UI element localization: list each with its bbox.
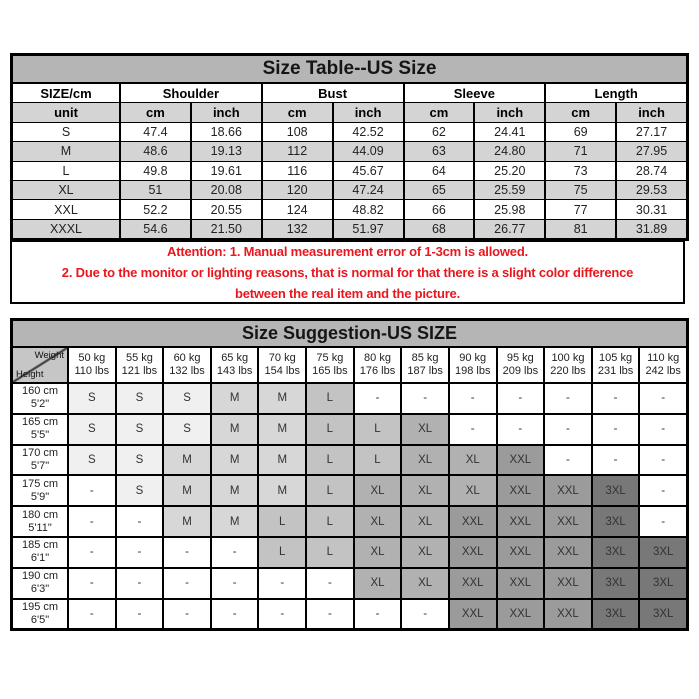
height-label: 175 cm 5'9" <box>13 476 67 505</box>
suggestion-cell: XXL <box>545 476 591 505</box>
measurement-cell: 124 <box>263 200 332 218</box>
measurement-cell: 49.8 <box>121 162 190 180</box>
measurement-cell: 21.50 <box>192 220 261 238</box>
suggestion-cell: XL <box>450 446 496 475</box>
suggestion-cell: XL <box>402 538 448 567</box>
measurement-cell: 42.52 <box>334 123 403 141</box>
measurement-cell: 31.89 <box>617 220 686 238</box>
measurement-cell: 30.31 <box>617 200 686 218</box>
suggestion-cell: - <box>545 415 591 444</box>
size-suggestion-grid <box>13 348 686 628</box>
suggestion-cell: - <box>307 569 353 598</box>
col-group-header: Length <box>546 84 686 102</box>
suggestion-cell: XXL <box>498 569 544 598</box>
suggestion-cell: - <box>450 384 496 413</box>
suggestion-cell: - <box>69 600 115 629</box>
measurement-cell: 132 <box>263 220 332 238</box>
suggestion-cell: XL <box>450 476 496 505</box>
suggestion-cell: - <box>69 569 115 598</box>
unit-cell: inch <box>475 103 544 121</box>
suggestion-cell: - <box>640 446 686 475</box>
measurement-cell: 29.53 <box>617 181 686 199</box>
suggestion-cell: M <box>164 507 210 536</box>
suggestion-cell: - <box>117 538 163 567</box>
weight-header: 90 kg 198 lbs <box>450 348 496 382</box>
height-label: 190 cm 6'3" <box>13 569 67 598</box>
suggestion-cell: - <box>593 384 639 413</box>
suggestion-cell: XL <box>402 507 448 536</box>
suggestion-cell: L <box>307 384 353 413</box>
size-col-header: SIZE/cm <box>13 84 119 102</box>
col-group-header: Shoulder <box>121 84 261 102</box>
weight-header: 95 kg 209 lbs <box>498 348 544 382</box>
suggestion-cell: S <box>69 446 115 475</box>
weight-header: 65 kg 143 lbs <box>212 348 258 382</box>
suggestion-cell: - <box>69 507 115 536</box>
measurement-cell: 52.2 <box>121 200 190 218</box>
suggestion-cell: M <box>212 476 258 505</box>
col-group-header: Sleeve <box>405 84 545 102</box>
suggestion-cell: M <box>212 446 258 475</box>
suggestion-cell: M <box>212 384 258 413</box>
measurement-cell: 20.55 <box>192 200 261 218</box>
size-table-title: Size Table--US Size <box>13 56 686 84</box>
suggestion-cell: - <box>307 600 353 629</box>
measurement-cell: 47.4 <box>121 123 190 141</box>
suggestion-cell: XXL <box>498 600 544 629</box>
measurement-cell: 25.98 <box>475 200 544 218</box>
suggestion-cell: M <box>259 446 305 475</box>
suggestion-cell: - <box>498 415 544 444</box>
measurement-cell: 120 <box>263 181 332 199</box>
suggestion-cell: L <box>307 476 353 505</box>
size-row-label: XXL <box>13 200 119 218</box>
suggestion-cell: - <box>640 384 686 413</box>
suggestion-cell: S <box>69 384 115 413</box>
suggestion-cell: - <box>69 476 115 505</box>
suggestion-cell: 3XL <box>593 569 639 598</box>
suggestion-cell: M <box>212 415 258 444</box>
height-label: 170 cm 5'7" <box>13 446 67 475</box>
suggestion-cell: M <box>259 384 305 413</box>
suggestion-cell: - <box>259 600 305 629</box>
unit-cell: inch <box>334 103 403 121</box>
measurement-cell: 108 <box>263 123 332 141</box>
suggestion-cell: XL <box>355 476 401 505</box>
measurement-cell: 65 <box>405 181 474 199</box>
measurement-cell: 25.59 <box>475 181 544 199</box>
measurement-cell: 48.82 <box>334 200 403 218</box>
attention-line-2: 2. Due to the monitor or lighting reasons, that is normal for that there is a slight color difference <box>61 264 634 280</box>
suggestion-cell: 3XL <box>640 569 686 598</box>
unit-label: unit <box>13 103 119 121</box>
suggestion-cell: 3XL <box>593 538 639 567</box>
suggestion-cell: L <box>355 446 401 475</box>
suggestion-cell: L <box>307 415 353 444</box>
height-label: 160 cm 5'2" <box>13 384 67 413</box>
suggestion-cell: - <box>545 384 591 413</box>
suggestion-cell: - <box>164 569 210 598</box>
weight-header: 75 kg 165 lbs <box>307 348 353 382</box>
suggestion-cell: - <box>402 384 448 413</box>
suggestion-cell: - <box>164 600 210 629</box>
measurement-cell: 19.13 <box>192 142 261 160</box>
suggestion-cell: L <box>307 538 353 567</box>
size-suggestion-title: Size Suggestion-US SIZE <box>13 321 686 348</box>
suggestion-cell: M <box>164 476 210 505</box>
unit-cell: cm <box>405 103 474 121</box>
measurement-cell: 81 <box>546 220 615 238</box>
suggestion-cell: XL <box>402 446 448 475</box>
measurement-cell: 116 <box>263 162 332 180</box>
suggestion-cell: S <box>117 476 163 505</box>
suggestion-cell: - <box>117 600 163 629</box>
measurement-cell: 25.20 <box>475 162 544 180</box>
height-label: 185 cm 6'1" <box>13 538 67 567</box>
suggestion-cell: - <box>593 415 639 444</box>
measurement-cell: 64 <box>405 162 474 180</box>
suggestion-cell: 3XL <box>593 600 639 629</box>
suggestion-cell: XXL <box>545 600 591 629</box>
measurement-cell: 63 <box>405 142 474 160</box>
weight-header: 55 kg 121 lbs <box>117 348 163 382</box>
measurement-cell: 20.08 <box>192 181 261 199</box>
suggestion-cell: XXL <box>545 507 591 536</box>
size-row-label: XL <box>13 181 119 199</box>
measurement-cell: 68 <box>405 220 474 238</box>
suggestion-cell: - <box>212 538 258 567</box>
weight-header: 60 kg 132 lbs <box>164 348 210 382</box>
suggestion-cell: - <box>640 476 686 505</box>
suggestion-cell: - <box>117 507 163 536</box>
suggestion-cell: S <box>164 384 210 413</box>
measurement-cell: 69 <box>546 123 615 141</box>
suggestion-cell: - <box>355 384 401 413</box>
suggestion-cell: S <box>164 415 210 444</box>
measurement-cell: 48.6 <box>121 142 190 160</box>
suggestion-cell: XXL <box>450 507 496 536</box>
suggestion-cell: - <box>402 600 448 629</box>
measurement-cell: 18.66 <box>192 123 261 141</box>
suggestion-cell: - <box>164 538 210 567</box>
measurement-cell: 112 <box>263 142 332 160</box>
measurement-cell: 62 <box>405 123 474 141</box>
suggestion-cell: L <box>259 538 305 567</box>
suggestion-cell: M <box>259 415 305 444</box>
height-label: 180 cm 5'11" <box>13 507 67 536</box>
suggestion-cell: M <box>259 476 305 505</box>
size-suggestion-table <box>10 318 689 631</box>
corner-weight-label: Weight <box>34 350 64 361</box>
measurement-cell: 27.95 <box>617 142 686 160</box>
unit-cell: cm <box>546 103 615 121</box>
weight-header: 100 kg 220 lbs <box>545 348 591 382</box>
suggestion-cell: - <box>450 415 496 444</box>
height-label: 165 cm 5'5" <box>13 415 67 444</box>
measurement-cell: 26.77 <box>475 220 544 238</box>
corner-height-label: Height <box>16 369 44 380</box>
suggestion-cell: 3XL <box>593 507 639 536</box>
suggestion-cell: XXL <box>498 446 544 475</box>
measurement-cell: 77 <box>546 200 615 218</box>
measurement-cell: 45.67 <box>334 162 403 180</box>
measurement-cell: 24.41 <box>475 123 544 141</box>
measurement-cell: 51 <box>121 181 190 199</box>
suggestion-cell: L <box>307 446 353 475</box>
suggestion-cell: XL <box>402 569 448 598</box>
weight-header: 70 kg 154 lbs <box>259 348 305 382</box>
suggestion-cell: M <box>164 446 210 475</box>
unit-cell: inch <box>192 103 261 121</box>
suggestion-cell: S <box>117 384 163 413</box>
suggestion-cell: XXL <box>545 569 591 598</box>
size-row-label: M <box>13 142 119 160</box>
measurement-cell: 51.97 <box>334 220 403 238</box>
suggestion-cell: 3XL <box>640 600 686 629</box>
suggestion-cell: XL <box>402 476 448 505</box>
suggestion-cell: XL <box>355 538 401 567</box>
suggestion-cell: S <box>117 415 163 444</box>
measurement-cell: 75 <box>546 181 615 199</box>
suggestion-cell: - <box>69 538 115 567</box>
suggestion-cell: - <box>117 569 163 598</box>
size-row-label: S <box>13 123 119 141</box>
attention-line-3: between the real item and the picture. <box>234 285 460 301</box>
measurement-cell: 44.09 <box>334 142 403 160</box>
measurement-cell: 28.74 <box>617 162 686 180</box>
suggestion-cell: XXL <box>450 600 496 629</box>
suggestion-cell: XXL <box>450 569 496 598</box>
suggestion-cell: M <box>212 507 258 536</box>
attention-box <box>10 240 685 304</box>
suggestion-cell: XXL <box>545 538 591 567</box>
suggestion-cell: L <box>355 415 401 444</box>
weight-height-corner <box>13 348 67 382</box>
weight-header: 50 kg 110 lbs <box>69 348 115 382</box>
unit-cell: cm <box>263 103 332 121</box>
size-row-label: L <box>13 162 119 180</box>
suggestion-cell: XXL <box>450 538 496 567</box>
suggestion-cell: XXL <box>498 476 544 505</box>
size-table <box>10 53 689 241</box>
suggestion-cell: S <box>117 446 163 475</box>
suggestion-cell: XL <box>355 569 401 598</box>
suggestion-cell: - <box>498 384 544 413</box>
suggestion-cell: - <box>212 569 258 598</box>
attention-line-1: Attention: 1. Manual measurement error of 1-3cm is allowed. <box>167 243 528 259</box>
measurement-cell: 71 <box>546 142 615 160</box>
suggestion-cell: - <box>640 507 686 536</box>
unit-cell: inch <box>617 103 686 121</box>
measurement-cell: 24.80 <box>475 142 544 160</box>
col-group-header: Bust <box>263 84 403 102</box>
suggestion-cell: XL <box>355 507 401 536</box>
measurement-cell: 27.17 <box>617 123 686 141</box>
weight-header: 105 kg 231 lbs <box>593 348 639 382</box>
suggestion-cell: - <box>355 600 401 629</box>
suggestion-cell: - <box>545 446 591 475</box>
measurement-cell: 47.24 <box>334 181 403 199</box>
weight-header: 80 kg 176 lbs <box>355 348 401 382</box>
suggestion-cell: S <box>69 415 115 444</box>
suggestion-cell: L <box>259 507 305 536</box>
suggestion-cell: 3XL <box>640 538 686 567</box>
unit-cell: cm <box>121 103 190 121</box>
size-table-grid <box>13 84 686 238</box>
suggestion-cell: 3XL <box>593 476 639 505</box>
weight-header: 110 kg 242 lbs <box>640 348 686 382</box>
size-row-label: XXXL <box>13 220 119 238</box>
height-label: 195 cm 6'5" <box>13 600 67 629</box>
measurement-cell: 66 <box>405 200 474 218</box>
suggestion-cell: - <box>593 446 639 475</box>
suggestion-cell: - <box>640 415 686 444</box>
measurement-cell: 73 <box>546 162 615 180</box>
suggestion-cell: XXL <box>498 507 544 536</box>
suggestion-cell: L <box>307 507 353 536</box>
suggestion-cell: XXL <box>498 538 544 567</box>
measurement-cell: 54.6 <box>121 220 190 238</box>
weight-header: 85 kg 187 lbs <box>402 348 448 382</box>
measurement-cell: 19.61 <box>192 162 261 180</box>
suggestion-cell: - <box>259 569 305 598</box>
suggestion-cell: - <box>212 600 258 629</box>
suggestion-cell: XL <box>402 415 448 444</box>
